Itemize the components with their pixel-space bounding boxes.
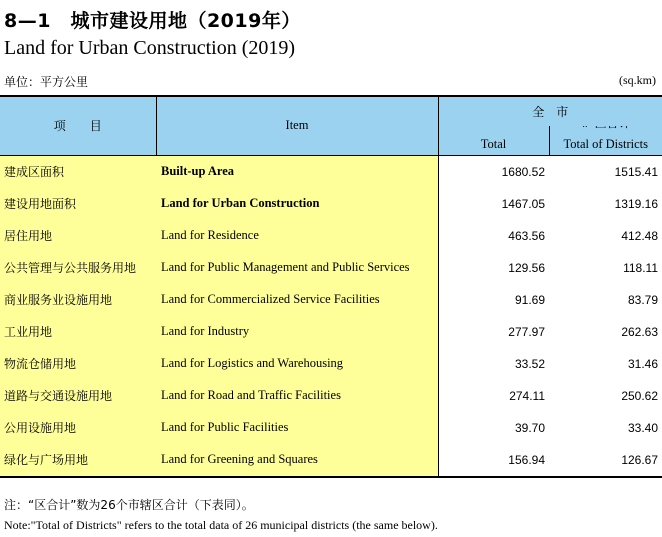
row-districts: 126.67 [621,452,659,467]
row-districts: 83.79 [627,292,659,307]
row-total: 33.52 [514,356,545,371]
table-row [0,284,662,316]
footnote-cn: 注：“区合计”数为26个市辖区合计（下表同）。 [4,498,254,512]
row-label-en: Land for Greening and Squares [156,444,438,477]
row-label-cn: 居住用地 [0,220,156,252]
row-label-en: Land for Public Facilities [156,412,438,444]
row-label-cn: 物流仓储用地 [0,348,156,380]
page-title-en: Land for Urban Construction (2019) [4,37,296,59]
row-districts: 33.40 [627,420,659,435]
row-label-cn: 工业用地 [0,316,156,348]
header-districts-en: Total of Districts [563,137,649,152]
header-item-cn: 项 目 [0,96,156,155]
table-row [0,316,662,348]
footnote-en: Note:"Total of Districts" refers to the total data of 26 municipal districts (the same below). [4,518,438,532]
row-districts: 250.62 [621,388,659,403]
table-row [0,155,662,188]
row-label-en: Land for Urban Construction [156,188,438,220]
row-label-en: Land for Logistics and Warehousing [156,348,438,380]
row-label-cn: 绿化与广场用地 [0,444,156,477]
row-label-en: Land for Industry [156,316,438,348]
row-total: 129.56 [508,260,545,275]
row-label-en: Land for Commercialized Service Facilities [156,284,438,316]
header-city-cn: 全 市 [438,96,662,126]
table-row [0,380,662,412]
unit-label-en: (sq.km) [619,73,656,87]
row-label-cn: 建成区面积 [0,155,156,188]
row-total: 91.69 [514,292,545,307]
row-districts: 31.46 [627,356,659,371]
row-total: 39.70 [514,420,545,435]
header-total-en: Total [438,126,549,155]
row-total: 1467.05 [501,196,545,211]
row-label-en: Built-up Area [156,155,438,188]
table-row [0,444,662,477]
table-row [0,412,662,444]
row-districts: 1319.16 [614,196,659,211]
row-label-cn: 公用设施用地 [0,412,156,444]
row-label-cn: 公共管理与公共服务用地 [0,252,156,284]
table-row [0,348,662,380]
land-use-table [0,95,662,478]
row-label-cn: 建设用地面积 [0,188,156,220]
table-row [0,220,662,252]
page-title-cn: 8—1 城市建设用地（2019年） [4,10,301,32]
row-label-en: Land for Public Management and Public Services [156,252,438,284]
row-label-cn: 道路与交通设施用地 [0,380,156,412]
table-row [0,188,662,220]
row-total: 1680.52 [501,164,545,179]
row-total: 463.56 [508,228,545,243]
row-total: 277.97 [508,324,545,339]
header-districts [549,126,662,155]
row-label-en: Land for Road and Traffic Facilities [156,380,438,412]
row-districts: 412.48 [621,228,659,243]
unit-label-cn: 单位：平方公里 [4,75,89,89]
header-item-en: Item [156,96,438,155]
row-total: 156.94 [508,452,545,467]
row-districts: 1515.41 [614,164,659,179]
row-districts: 118.11 [623,260,659,275]
row-districts: 262.63 [621,324,659,339]
row-total: 274.11 [509,388,545,403]
row-label-cn: 商业服务业设施用地 [0,284,156,316]
row-label-en: Land for Residence [156,220,438,252]
table-row [0,252,662,284]
